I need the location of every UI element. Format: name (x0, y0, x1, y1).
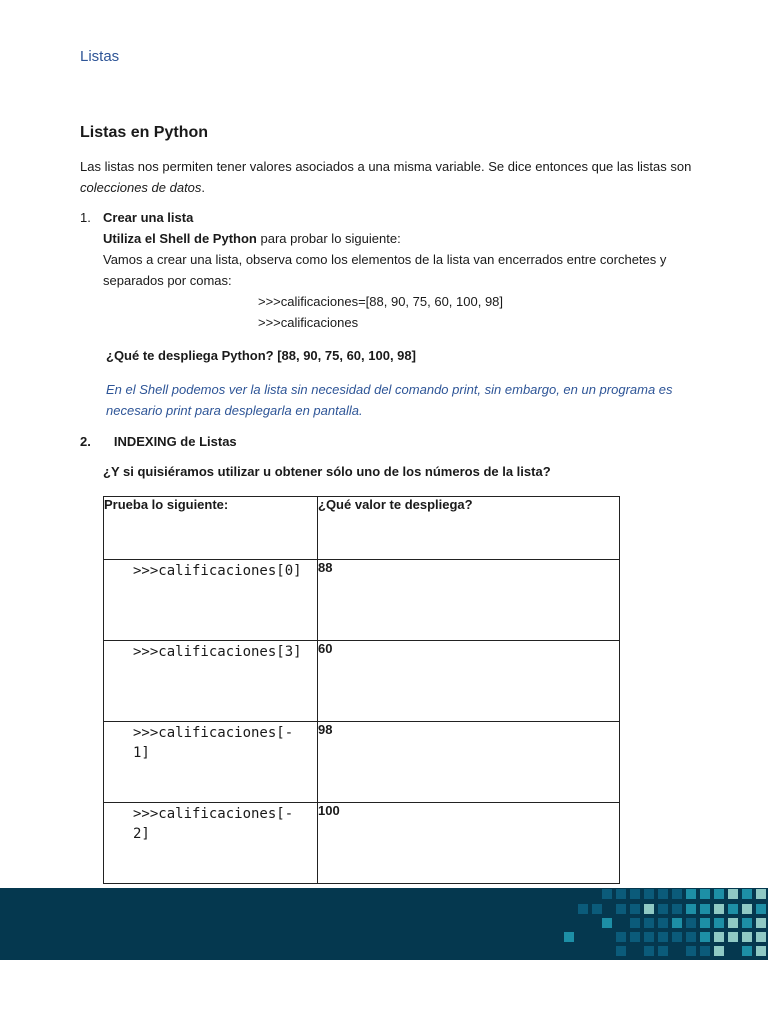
pixel-square (728, 918, 738, 928)
pixel-square (686, 946, 696, 956)
shell-bold: Utiliza el Shell de Python (103, 231, 257, 246)
pixel-square (658, 889, 668, 899)
pixel-square (756, 946, 766, 956)
pixel-square (672, 932, 682, 942)
item2-title: INDEXING de Listas (113, 434, 237, 449)
pixel-square (630, 904, 640, 914)
pixel-square (658, 904, 668, 914)
pixel-square (630, 889, 640, 899)
pixel-square (742, 946, 752, 956)
table-row (104, 560, 620, 641)
value-cell: 100 (318, 803, 620, 884)
pixel-square (658, 932, 668, 942)
table-row (104, 722, 620, 803)
shell-rest: para probar lo siguiente: (256, 231, 401, 246)
intro-paragraph (80, 156, 710, 198)
pixel-square (672, 918, 682, 928)
pixel-square (578, 904, 588, 914)
pixel-square (592, 904, 602, 914)
pixel-square (616, 932, 626, 942)
list-number-1: 1. (80, 210, 91, 225)
pixel-square (686, 904, 696, 914)
pixel-square (714, 918, 724, 928)
intro-text: Las listas nos permiten tener valores asociados a una misma variable. Se dice entonces que las listas son (80, 159, 692, 174)
pixel-square (728, 904, 738, 914)
code-lines (258, 291, 503, 333)
pixel-square (672, 904, 682, 914)
pixel-square (644, 932, 654, 942)
pixel-square (756, 904, 766, 914)
footer-band (0, 888, 768, 960)
pixel-square (700, 932, 710, 942)
pixel-square (630, 932, 640, 942)
list-item-2 (80, 431, 237, 452)
pixel-square (714, 932, 724, 942)
table-header-row (104, 497, 620, 560)
header-title: Listas (80, 48, 120, 65)
pixel-square (602, 918, 612, 928)
pixel-square (742, 918, 752, 928)
pixel-square (714, 889, 724, 899)
table-row (104, 803, 620, 884)
pixel-square (728, 889, 738, 899)
pixel-square (644, 889, 654, 899)
item1-description: Vamos a crear una lista, observa como los elementos de la lista van encerrados entre corchetes y separados por comas: (103, 252, 667, 288)
pixel-square (658, 918, 668, 928)
pixel-square (686, 918, 696, 928)
indexing-table (103, 496, 620, 884)
code-line-1: >>>calificaciones=[88, 90, 75, 60, 100, 98] (258, 294, 504, 309)
pixel-square (756, 932, 766, 942)
pixel-square (742, 889, 752, 899)
value-cell: 88 (318, 560, 620, 641)
pixel-square (616, 946, 626, 956)
pixel-square (672, 889, 682, 899)
table-row (104, 641, 620, 722)
value-cell: 60 (318, 641, 620, 722)
code-line-2: >>>calificaciones (258, 315, 359, 330)
code-cell: >>>calificaciones[-1] (133, 725, 294, 761)
pixel-square (658, 946, 668, 956)
pixel-square (700, 889, 710, 899)
code-cell: >>>calificaciones[0] (133, 563, 302, 579)
intro-italic: colecciones de datos (80, 180, 202, 195)
pixel-square (700, 946, 710, 956)
pixel-square (616, 889, 626, 899)
pixel-square (644, 904, 654, 914)
pixel-square (714, 946, 724, 956)
section-title: Listas en Python (80, 124, 209, 141)
value-cell: 98 (318, 722, 620, 803)
table-header-cell: Prueba lo siguiente: (104, 497, 318, 560)
pixel-square (742, 932, 752, 942)
intro-end: . (201, 180, 206, 195)
code-cell: >>>calificaciones[3] (133, 644, 302, 660)
pixel-square (700, 918, 710, 928)
item1-shell-line (103, 228, 720, 249)
note: En el Shell podemos ver la lista sin necesidad del comando print, sin embargo, en un programa es necesario print para desplegarla en pantalla. (106, 382, 673, 418)
list-number-2: 2. (80, 434, 91, 449)
pixel-square (714, 904, 724, 914)
pixel-square (686, 932, 696, 942)
pixel-square (644, 918, 654, 928)
pixel-square (630, 918, 640, 928)
table-header-cell: ¿Qué valor te despliega? (318, 497, 620, 560)
pixel-square (686, 889, 696, 899)
list-item-1 (80, 207, 720, 291)
pixel-square (728, 932, 738, 942)
pixel-square (742, 904, 752, 914)
pixel-square (644, 946, 654, 956)
pixel-square (756, 889, 766, 899)
question-1: ¿Qué te despliega Python? [88, 90, 75, 60, 100, 98] (106, 348, 416, 363)
pixel-square (756, 918, 766, 928)
item1-title: Crear una lista (103, 210, 194, 225)
pixel-square (602, 889, 612, 899)
question-2: ¿Y si quisiéramos utilizar u obtener sólo uno de los números de la lista? (103, 464, 551, 479)
code-cell: >>>calificaciones[-2] (133, 806, 294, 842)
pixel-square (564, 932, 574, 942)
pixel-square (616, 904, 626, 914)
pixel-square (700, 904, 710, 914)
